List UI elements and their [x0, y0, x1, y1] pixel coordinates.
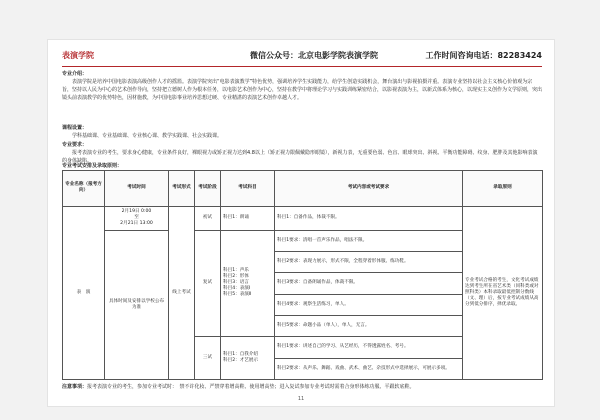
table-section-title-wrap — [62, 162, 542, 170]
intro-section — [62, 70, 542, 102]
department-title: 表演学院 — [62, 51, 94, 60]
page-number: 11 — [297, 396, 305, 402]
header-requirements: 考试内容或考试要求 — [275, 171, 463, 207]
curriculum-heading: 课程设置： — [62, 125, 88, 131]
subjects-third: 科目1：自我介绍 科目2：才艺展示 — [221, 337, 275, 380]
header-subjects: 考试科目 — [221, 171, 275, 207]
exam-form-cell: 线上考试 — [169, 206, 195, 379]
major-cell: 表 演 — [63, 206, 105, 379]
header-stage: 考试阶段 — [195, 171, 221, 207]
exam-time-later: 具体时间及安排以学校公布为准 — [105, 230, 169, 379]
requirement-second-1: 科目1要求：清唱一首声乐作品，唱法不限。 — [275, 230, 463, 251]
header-principle: 录取原则 — [463, 171, 543, 207]
exam-time-range: 2月19日 0:00 至 2月21日 13:00 — [105, 206, 169, 230]
admission-table — [62, 170, 543, 380]
requirements-text: 报考表演专业的考生，要求身心健康，专业条件良好，裸眼视力或矫正视力达到4.8以上（矫正视力限佩戴隐形眼镜），新视力表，无重要色弱、色盲、眼球突出、斜视、平衡功能障碍、纹身、肥胖及其他影响表演的身体缺陷。 — [62, 150, 538, 164]
intro-heading: 专业介绍： — [62, 71, 88, 77]
notice-label: 注意事项： — [62, 384, 88, 390]
admission-principle-cell: 专业考试合格的考生，文化考试成绩达到考生所在省艺术类（同科类或对照科类）本科录取最低控制分数线（文、理）后，按专业考试成绩从高分到低分排序，择优录取。 — [463, 206, 543, 379]
table-header-row — [63, 171, 543, 207]
header-time: 考试时间 — [105, 171, 169, 207]
stage-third: 三试 — [195, 337, 221, 380]
header-divider — [62, 66, 542, 67]
curriculum-text: 学科基础课、专业基础课、专业核心课、教学实践课、社会实践课。 — [72, 133, 223, 139]
document-page — [48, 40, 554, 406]
requirement-second-3: 科目3要求：自备朗诵作品，体裁不限。 — [275, 273, 463, 294]
stage-initial: 初试 — [195, 206, 221, 230]
intro-text: 表演学院是培养中国电影表演高级创作人才的摇篮。表演学院突出“电影表演教学”特色优势，强调培养学生实践能力，给学生创造实践机会，舞台演出与影视拍摄并重。表演专业坚持以社会主义核心价值观为宗旨，坚持以人民为中心的艺术创作导向，坚持把立德树人作为根本任务，以电影艺术创作为中心，坚持在教学中将理论学习与实践训练紧密结合，以影视表演为主，以新式体系为核心，以现实主义创作为文学原则，突出镜头前表演教学的优势特色，因材施教，为中国电影事业培养思想过硬、专业精湛的表演艺术创作卓越人才。 — [62, 79, 543, 101]
page-header — [62, 50, 542, 64]
contact-phone: 工作时间咨询电话：82283424 — [425, 51, 542, 60]
table-title: 专业考试安排及录取原则： — [62, 163, 123, 169]
notice — [62, 384, 542, 391]
requirement-second-5: 科目5要求：命题小品（单人），单人，无言。 — [275, 315, 463, 336]
notice-text: 报考表演专业的考生，参加专业考试时： 禁不许化妆、严禁穿着增高鞋、使用增高垫；进入复试参加专业考试时需着合身形体练功服、平跟软底鞋。 — [87, 384, 415, 390]
stage-second: 复试 — [195, 230, 221, 337]
wechat-account: 微信公众号：北京电影学院表演学院 — [250, 51, 378, 60]
subjects-initial: 科目1：朗诵 — [221, 206, 275, 230]
header-major: 专业名称（报考方向） — [63, 171, 105, 207]
curriculum-section — [62, 124, 542, 140]
requirement-second-2: 科目2要求：表现力展示，形式不限，全程穿着形体服、练功鞋。 — [275, 251, 463, 272]
requirement-third-1: 科目1要求：讲述自己的学习、从艺经历，不得透露姓名、考号。 — [275, 337, 463, 358]
requirement-second-4: 科目4要求：观察生活练习，单人。 — [275, 294, 463, 315]
subjects-second: 科目1：声乐 科目2：形体 科目3：语言 科目4：表演Ⅰ 科目5：表演Ⅱ — [221, 230, 275, 337]
table-row — [63, 206, 543, 230]
header-form: 考试形式 — [169, 171, 195, 207]
requirement-initial-1: 科目1：自备作品，体裁不限。 — [275, 206, 463, 230]
requirement-third-2: 科目2要求：从声乐、舞蹈、戏曲、武术、曲艺、杂技形式中选择展示，可展示多项。 — [275, 358, 463, 379]
requirements-heading: 专业要求： — [62, 142, 88, 148]
